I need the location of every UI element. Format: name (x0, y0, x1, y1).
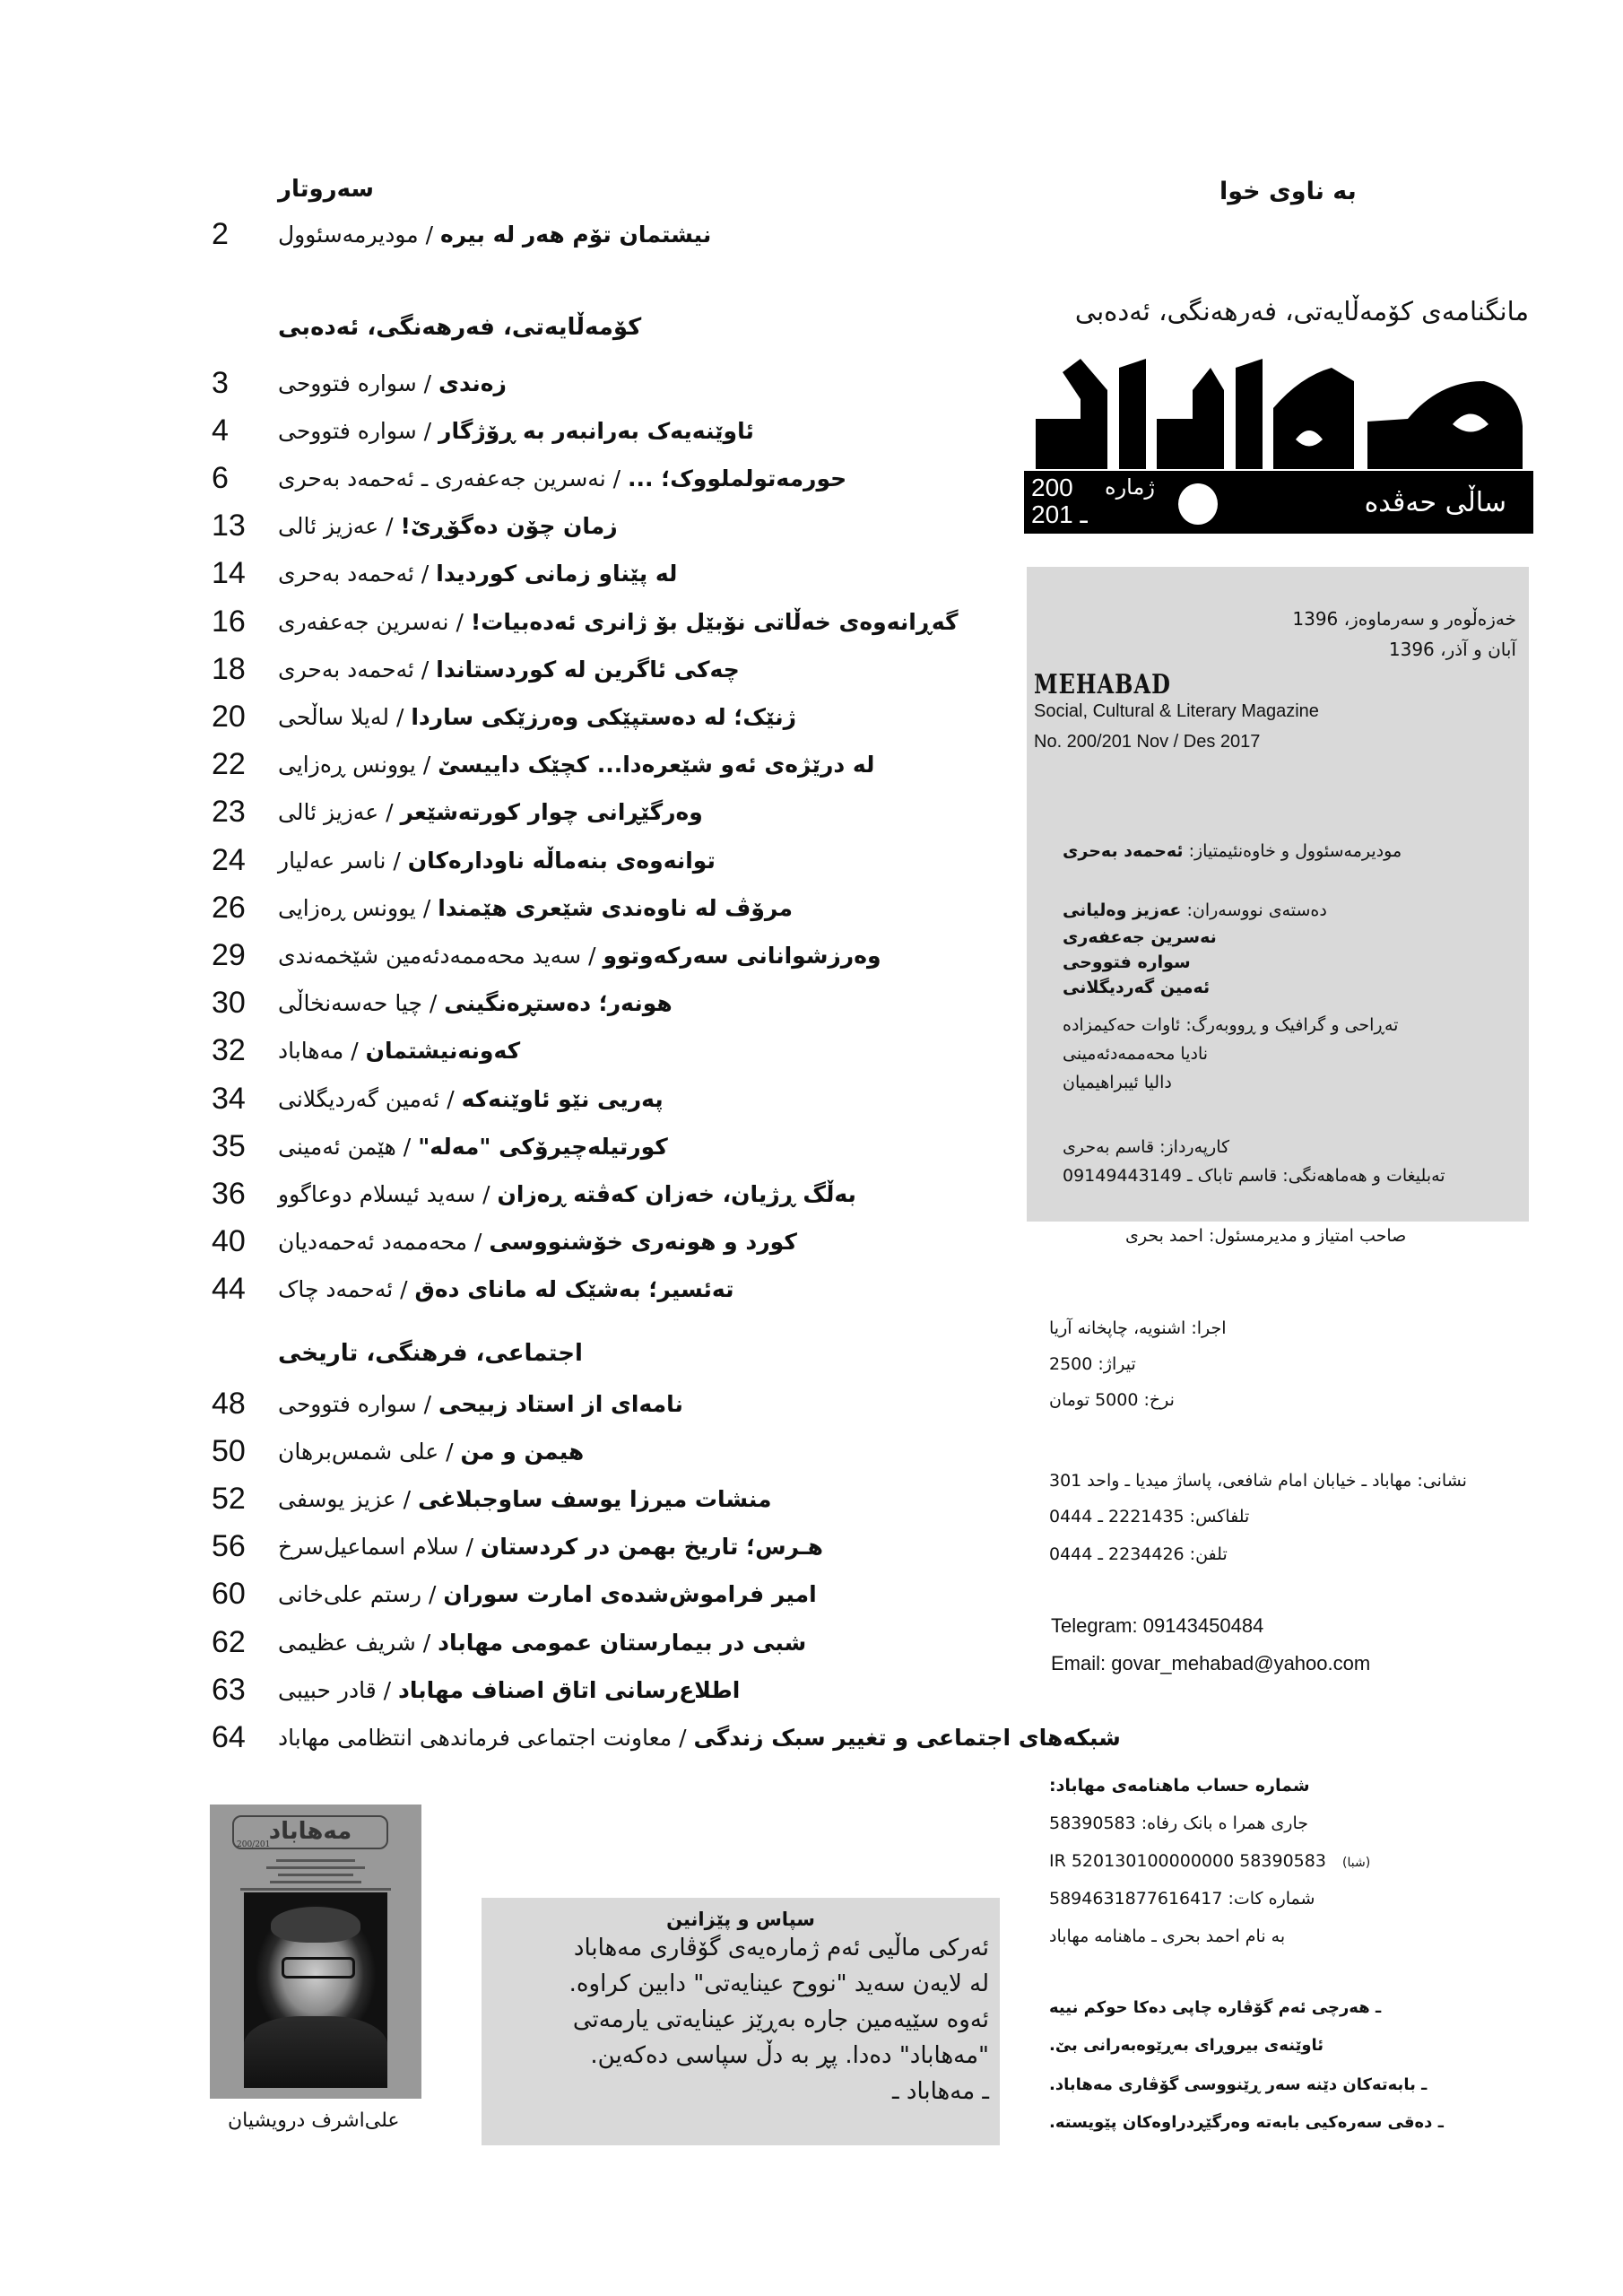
sheba-label: (شبا) (1342, 1856, 1371, 1870)
bank-heading: شمارە حساب ماهنامەی مهاباد: (1049, 1776, 1310, 1796)
toc-entry[interactable] (212, 1525, 823, 1570)
toc-entry[interactable] (212, 1267, 733, 1312)
toc-author: ئەحمەد چاک (278, 1276, 394, 1303)
toc-separator: / (429, 1581, 437, 1608)
toc-author: چیا حەسەنخاڵی (278, 990, 422, 1017)
toc-page-number: 64 (212, 1719, 246, 1754)
circulation-line: تیراژ: 2500 (1049, 1354, 1136, 1374)
toc-separator: / (423, 370, 432, 396)
toc-separator: / (403, 1485, 412, 1512)
logo-letter-he (1273, 368, 1354, 469)
cover-issue: 200/201 (237, 1840, 271, 1849)
toc-author: یوونس ڕەزایی (278, 752, 416, 778)
toc-entry[interactable] (212, 694, 796, 739)
address-line: نشانی: مهاباد ـ خیابان امام شافعی، پاساژ میدیا ـ واحد 301 (1049, 1471, 1467, 1491)
email-link[interactable]: Email: govar_mehabad@yahoo.com (1051, 1652, 1371, 1674)
toc-title: کورتیلەچیرۆکی "مەلە" (418, 1133, 668, 1160)
acknowledgement-line: لە لایەن سەید "نووح عینایەتی" دابین کراوە. (568, 1970, 989, 1997)
toc-separator: / (679, 1724, 687, 1751)
cover-logo: مەهاباد (232, 1815, 388, 1849)
toc-separator: / (383, 1676, 392, 1703)
toc-title: ئاوێنەیەک بەرانبەر بە ڕۆژگار (438, 417, 754, 444)
toc-separator: / (400, 1276, 408, 1303)
toc-page-number: 40 (212, 1224, 246, 1259)
editor-label: مودیرمەسئوول و خاوەنئیمتیاز: (1188, 841, 1402, 861)
toc-title: کەونەنیشتمان (365, 1038, 521, 1065)
toc-author: سوارە فتووحی (278, 370, 417, 396)
toc-title: وەرزشوانانی سەرکەوتوو (603, 942, 881, 969)
toc-separator: / (422, 1629, 431, 1656)
toc-separator: / (447, 1085, 455, 1112)
logo-letter-dal (1036, 359, 1107, 469)
toc-separator: / (612, 465, 621, 491)
editor-line (1063, 841, 1402, 861)
toc-page-number: 6 (212, 460, 229, 495)
toc-author: سوارە فتووحی (278, 417, 417, 444)
toc-title: هـرس؛ تاریخ بهمن در کردستان (480, 1534, 823, 1561)
toc-separator: / (473, 1229, 482, 1256)
issue-label: ژمارە (1105, 474, 1155, 500)
coat-shape (244, 2016, 387, 2088)
board-member: ئەمین گەردیگلانی (1063, 978, 1211, 997)
acknowledgement-title: سپاس و پێزانین (666, 1909, 815, 1930)
toc-section-title: اجتماعی، فرهنگی، تاریخی (278, 1340, 583, 1367)
toc-author: یوونس ڕەزایی (278, 894, 416, 921)
toc-page-number: 13 (212, 509, 246, 544)
design-line (1063, 1015, 1398, 1035)
glasses-shape (282, 1957, 355, 1979)
toc-author: نەسرین جەعفەری (278, 608, 449, 635)
toc-title: شبکه‌های اجتماعی و تغییر سبک زندگی (693, 1724, 1121, 1751)
issue-numbers (1031, 474, 1088, 528)
toc-entry[interactable] (212, 1667, 740, 1712)
toc-author: سەید ئیسلام دوعاگوو (278, 1180, 476, 1207)
toc-author: عەزیز ئالی (278, 799, 379, 826)
toc-entry[interactable] (212, 1220, 797, 1265)
toc-entry[interactable] (212, 504, 618, 549)
english-subtitle: Social, Cultural & Literary Magazine (1034, 701, 1319, 721)
acknowledgement-body (482, 1930, 1000, 2109)
english-issue: No. 200/201 Nov / Des 2017 (1034, 732, 1261, 752)
sheba-number: IR 520130100000000 58390583 (1049, 1851, 1326, 1871)
toc-page-number: 30 (212, 986, 246, 1021)
toc-author: قادر حبیبی (278, 1676, 377, 1703)
toc-entry[interactable] (212, 1076, 664, 1121)
toc-title: منشات میرزا یوسف ساوجبلاغی (418, 1485, 772, 1512)
board-member: نەسرین جەعفەری (1063, 927, 1217, 947)
telefax-line: تلفاکس: 2221435 ـ 0444 (1049, 1507, 1250, 1526)
printer-line: اجرا: اشنویه، چاپخانه آریا (1049, 1318, 1227, 1338)
toc-entry[interactable] (212, 552, 677, 596)
toc-entry[interactable] (212, 743, 874, 787)
toc-author: هێمن ئەمینی (278, 1133, 396, 1160)
board-member: سوارە فتووحی (1063, 952, 1191, 972)
logo-letter-ba (1157, 368, 1224, 469)
toc-separator: / (386, 513, 394, 540)
cap-shape (271, 1907, 360, 1943)
toc-author: مودیرمەسئوول (278, 221, 419, 248)
toc-section-title: کۆمەڵایەتی، فەرهەنگی، ئەدەبی (278, 314, 642, 341)
toc-page-number: 62 (212, 1624, 246, 1659)
toc-title: نیشتمان تۆم هەر لە بیرە (439, 221, 712, 248)
toc-author: نەسرین جەعفەری ـ ئەحمەد بەحری (278, 465, 606, 491)
toc-author: محەممەد ئەحمەدیان (278, 1229, 467, 1256)
acknowledgement-line: "مەهاباد" دەدا. پڕ بە دڵ سپاسی دەکەین. (590, 2042, 989, 2069)
cover-thumbnail (210, 1805, 421, 2099)
toc-title: گەڕانەوەی خەڵاتی نۆبێل بۆ ژانری ئەدەبیات! (470, 608, 959, 635)
toc-entry[interactable] (212, 838, 716, 883)
toc-title: زمان چۆن دەگۆڕێ! (400, 513, 618, 540)
toc-page-number: 56 (212, 1529, 246, 1564)
toc-entry[interactable] (212, 456, 846, 500)
toc-separator: / (425, 221, 434, 248)
acknowledgement-line: ئەوە سێیەمین جارە بەڕێز عینایەتی یارمەتی (572, 2006, 989, 2033)
toc-page-number: 36 (212, 1176, 246, 1211)
designer-name: دالیا ئیبراهیمیان (1063, 1073, 1172, 1092)
acknowledgement-box (482, 1898, 1000, 2145)
editorial-note: ـ هەرچی ئەم گۆڤارە چاپی دەکا حوکم نییە (1049, 1998, 1382, 2017)
toc-separator: / (588, 942, 596, 969)
toc-page-number: 35 (212, 1128, 246, 1163)
toc-entry[interactable] (212, 1381, 683, 1426)
toc-author: شریف عظیمی (278, 1629, 416, 1656)
board-line (1063, 900, 1327, 920)
toc-separator: / (403, 1133, 412, 1160)
logo-letter-alef-2 (1236, 359, 1263, 469)
toc-page-number: 22 (212, 747, 246, 782)
design-label: تەڕاحی و گرافیک و ڕووبەرگ: (1185, 1015, 1399, 1035)
toc-title: امیر فراموش‌شدەی امارت سوران (443, 1581, 817, 1608)
cover-caption: علی‌اشرف درویشیان (228, 2109, 400, 2132)
toc-separator: / (386, 799, 394, 826)
toc-entry[interactable] (212, 1620, 806, 1665)
colophon-box (1027, 567, 1529, 1222)
toc-entry[interactable] (212, 408, 754, 453)
toc-author: رستم علی‌خانی (278, 1581, 422, 1608)
toc-page-number: 24 (212, 842, 246, 877)
issue-number-1: 200 (1031, 474, 1073, 501)
toc-title: اطلاع‌رسانی اتاق اصناف مهاباد (398, 1676, 741, 1703)
toc-entry[interactable] (212, 361, 507, 405)
toc-entry[interactable] (212, 212, 711, 257)
logo-letter-alef-1 (1119, 359, 1146, 469)
issue-number-2: 201 ـ (1031, 500, 1088, 528)
designer-name: نادیا محەممەدئەمینی (1063, 1044, 1209, 1064)
acknowledgement-line: ئەرکی ماڵیی ئەم ژمارەیەی گۆڤاری مەهاباد (573, 1935, 989, 1961)
card-number: شمارە کات: 5894631877616417 (1049, 1889, 1315, 1909)
toc-separator: / (465, 1534, 473, 1561)
toc-separator: / (482, 1180, 490, 1207)
phone-line: تلفن: 2234426 ـ 0444 (1049, 1544, 1228, 1564)
manager-line: کارپەرداز: قاسم بەحری (1063, 1137, 1230, 1157)
editorial-note: ـ بابەتەکان دێنە سەر ڕێنووسی گۆڤاری مەهاباد. (1049, 2075, 1428, 2094)
editorial-note: ـ دەقی سەرەکیی بابەتە وەرگێڕدراوەکان پێویستە. (1049, 2113, 1444, 2132)
editor-name: ئەحمەد بەحری (1063, 841, 1184, 861)
toc-author: ناسر عەلیار (278, 847, 386, 874)
cover-text-lines (237, 1855, 395, 1895)
issue-band (1024, 471, 1533, 534)
toc-separator: / (351, 1038, 359, 1065)
toc-page-number: 52 (212, 1481, 246, 1516)
toc-title: لە درێژەی ئەو شێعرەدا... کچێک داییسێ (438, 752, 875, 778)
toc-entry[interactable] (212, 1572, 817, 1617)
toc-entry[interactable] (212, 885, 793, 930)
toc-entry[interactable] (212, 1715, 1121, 1760)
magazine-subtitle: مانگنامەی کۆمەڵایەتی، فەرهەنگی، ئەدەبی (1074, 296, 1529, 326)
toc-title: پەریی نێو ئاوێنەکە (461, 1085, 664, 1112)
toc-entry[interactable] (212, 599, 959, 644)
toc-author: سەید محەممەدئەمین شێخمەندی (278, 942, 582, 969)
designer-name: ئاوات حەکیمزادە (1063, 1015, 1181, 1035)
toc-title: شبی در بیمارستان عمومی مهاباد (438, 1629, 807, 1656)
toc-page-number: 32 (212, 1033, 246, 1068)
toc-section-title: سەروتار (278, 176, 374, 203)
editorial-note: ئاوێنەی بیروڕای بەڕێوەبەرانی بێ. (1049, 2036, 1324, 2055)
toc-page-number: 20 (212, 699, 246, 734)
toc-author: سوارە فتووحی (278, 1390, 417, 1417)
toc-page-number: 26 (212, 890, 246, 925)
issue-date-persian: آبان و آذر، 1396 (1388, 639, 1516, 660)
toc-author: عزیز یوسفی (278, 1485, 396, 1512)
toc-entry[interactable] (212, 1171, 856, 1216)
price-line: نرخ: 5000 تومان (1049, 1390, 1175, 1410)
toc-author: عەزیز ئالی (278, 513, 379, 540)
toc-page-number: 63 (212, 1672, 246, 1707)
toc-title: چەکی ئاگرین لە کوردستاندا (436, 656, 740, 683)
toc-title: حورمەتولملووک؛ ... (628, 465, 847, 491)
toc-title: هیمن و من (460, 1438, 585, 1465)
toc-author: علی شمس‌برهان (278, 1438, 439, 1465)
toc-entry[interactable] (212, 1124, 668, 1169)
toc-page-number: 23 (212, 795, 246, 830)
toc-title: کورد و هونەری خۆشنووسی (489, 1229, 797, 1256)
volume-year: ساڵی حەڤدە (1364, 487, 1506, 518)
toc-separator: / (395, 703, 404, 730)
toc-entry[interactable] (212, 981, 673, 1026)
board-member: عەزیز وەلیانی (1063, 900, 1182, 920)
toc-author: ئەحمەد بەحری (278, 561, 414, 587)
telegram-contact[interactable]: Telegram: 09143450484 (1051, 1614, 1264, 1637)
toc-separator: / (423, 417, 432, 444)
toc-separator: / (421, 656, 430, 683)
account-holder: بە نام احمد بحری ـ ماهنامە مهاباد (1049, 1926, 1286, 1946)
toc-title: توانەوەی بنەماڵە ناودارەکان (407, 847, 716, 874)
toc-page-number: 18 (212, 651, 246, 686)
toc-title: ژنێک؛ لە دەستپێکی وەرزێکی ساردا (411, 703, 796, 730)
toc-title: بەڵگ ڕژیان، خەزان کەڤتە ڕەزان (497, 1180, 856, 1207)
toc-title: نامەای از استاد زبیحی (438, 1390, 683, 1417)
toc-author: مەهاباد (278, 1038, 344, 1065)
toc-title: هونەر؛ دەستڕەنگینی (444, 990, 673, 1017)
bank-account: جاری همرا ه بانک رفاه: 58390583 (1049, 1813, 1308, 1833)
toc-title: مرۆڤ لە ناوەندی شێعری هێمندا (438, 894, 793, 921)
toc-page-number: 2 (212, 216, 229, 251)
toc-separator: / (422, 752, 431, 778)
logo-letter-meem (1367, 381, 1523, 469)
toc-title: تەئسیر؛ بەشێک لە مانای دەق (414, 1276, 734, 1303)
toc-author: معاونت اجتماعی فرماندهی انتظامی مهاباد (278, 1724, 673, 1751)
issue-date-kurdish: خەزەڵوەر و سەرماوەز، 1396 (1292, 608, 1516, 630)
circle-ornament-icon (1178, 483, 1218, 525)
toc-page-number: 4 (212, 413, 229, 448)
sheba-line (1049, 1851, 1370, 1871)
toc-page-number: 48 (212, 1386, 246, 1421)
toc-separator: / (429, 990, 438, 1017)
owner-line: صاحب امتیاز و مدیرمسئول: احمد بحری (1125, 1226, 1407, 1246)
toc-page-number: 50 (212, 1433, 246, 1468)
toc-page-number: 3 (212, 365, 229, 400)
toc-title: وەرگێڕانی چوار کورتەشێعر (400, 799, 703, 826)
toc-separator: / (423, 1390, 432, 1417)
toc-separator: / (446, 1438, 454, 1465)
toc-entry[interactable] (212, 790, 703, 835)
toc-author: ئەحمەد بەحری (278, 656, 414, 683)
toc-entry[interactable] (212, 647, 740, 691)
acknowledgement-signature: ـ مەهاباد ـ (892, 2078, 989, 2105)
advertising-line: تەبلیغات و هەماهەنگی: قاسم تاباک ـ 09149443149 (1063, 1166, 1445, 1186)
toc-author: سلام اسماعیل‌سرخ (278, 1534, 459, 1561)
toc-page-number: 44 (212, 1272, 246, 1307)
mehabad-logo (1031, 354, 1533, 471)
toc-title: لە پێناو زمانی کوردیدا (436, 561, 678, 587)
toc-separator: / (456, 608, 464, 635)
toc-page-number: 60 (212, 1577, 246, 1612)
toc-page-number: 34 (212, 1081, 246, 1116)
toc-entry[interactable] (212, 1429, 584, 1474)
toc-entry[interactable] (212, 933, 881, 978)
toc-title: زەندی (438, 370, 507, 396)
toc-author: ئەمین گەردیگلانی (278, 1085, 440, 1112)
portrait-photo (244, 1892, 387, 2088)
toc-page-number: 14 (212, 556, 246, 591)
toc-author: لەیلا ساڵحی (278, 703, 389, 730)
toc-entry[interactable] (212, 1476, 772, 1521)
toc-separator: / (393, 847, 401, 874)
basmala-heading: بە ناوی خوا (1219, 178, 1357, 205)
toc-entry[interactable] (212, 1029, 520, 1074)
toc-page-number: 29 (212, 937, 246, 972)
board-label: دەستەی نووسەران: (1186, 900, 1327, 920)
english-title: MEHABAD (1034, 667, 1171, 700)
toc-separator: / (422, 894, 431, 921)
toc-separator: / (421, 561, 430, 587)
toc-page-number: 16 (212, 604, 246, 639)
